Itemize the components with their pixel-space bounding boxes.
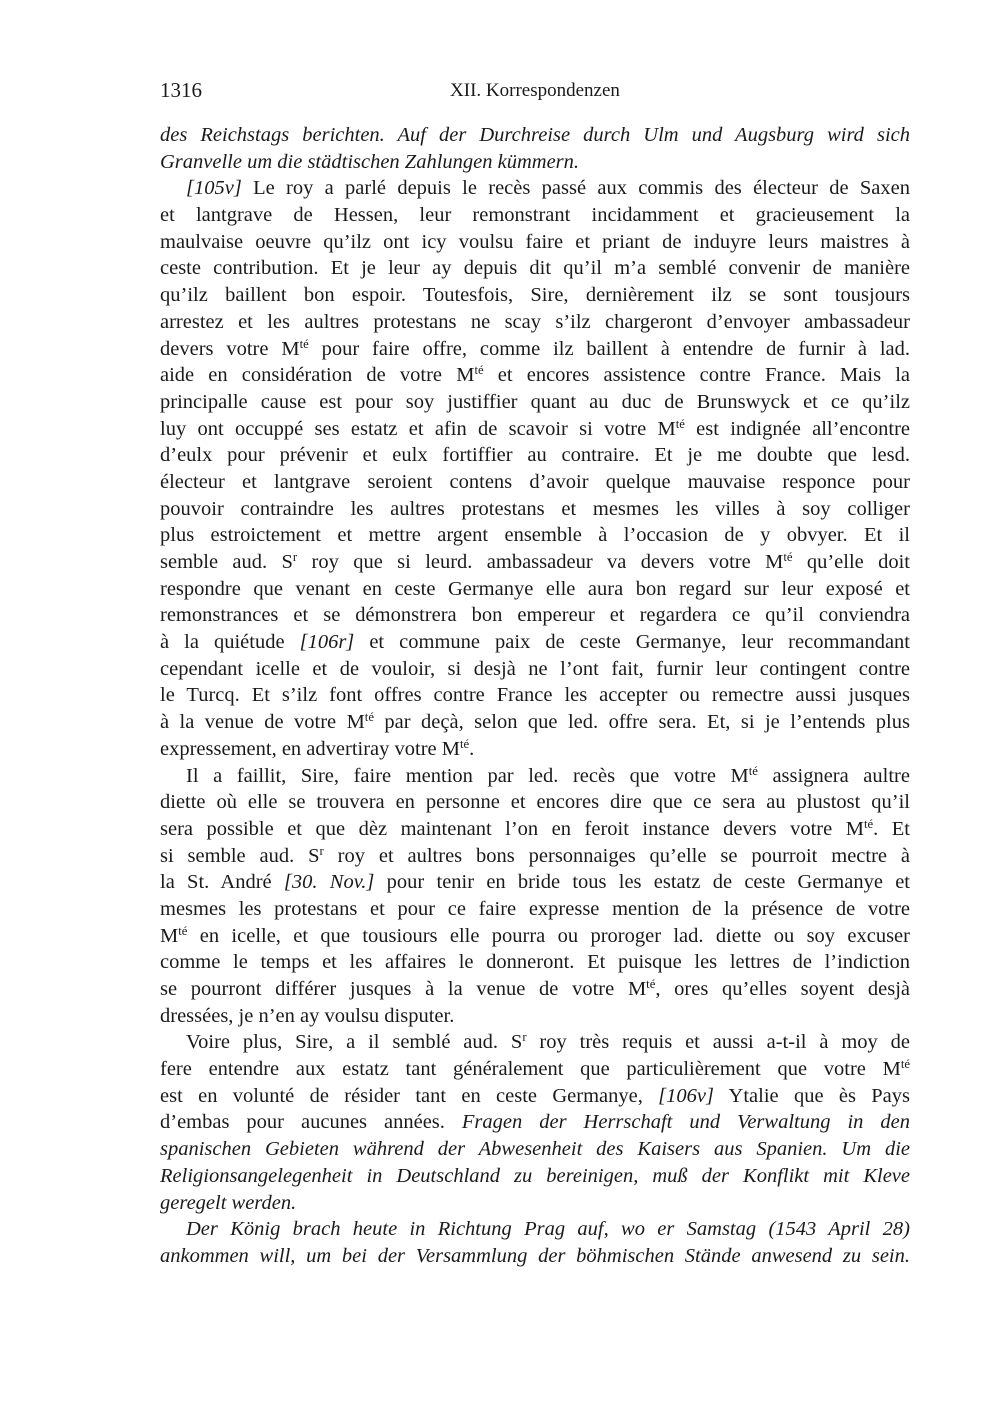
superscript-abbreviation: té	[863, 816, 874, 831]
text-span: fere entendre aux estatz tant généralement que particulièrement que votre M	[160, 1058, 901, 1081]
text-span: électeur et lantgrave seroient contens d’avoir quelque mauvaise responce pour	[160, 470, 910, 493]
italic-text: ankommen will, um bei der Versammlung der böhmischen Stände anwesend zu sein.	[160, 1244, 910, 1267]
superscript-abbreviation: r	[292, 550, 298, 565]
text-span: se pourront différer jusques à la venue de votre M	[160, 978, 647, 1000]
text-span: , ores qu’elles soyent desjà	[655, 978, 910, 1000]
text-span: si semble aud. S	[160, 844, 320, 867]
text-line	[160, 309, 910, 336]
superscript-abbreviation: té	[646, 977, 656, 992]
text-span: . Et	[873, 817, 911, 840]
italic-text: Granvelle um die städtischen Zahlungen kümmern.	[160, 150, 580, 173]
text-span: le Turcq. Et s’ilz font offres contre France les accepter ou remectre aussi jusques	[160, 684, 910, 707]
text-line	[160, 362, 910, 389]
text-line	[160, 416, 910, 443]
text-line	[160, 896, 910, 923]
text-line	[160, 816, 910, 843]
text-line	[160, 976, 910, 1003]
text-span: d’eulx pour prévenir et eulx fortiffier au contraire. Et je me doubte que lesd.	[160, 444, 910, 467]
superscript-abbreviation: té	[783, 550, 793, 565]
document-body	[160, 122, 910, 1270]
text-line	[160, 1056, 910, 1083]
text-span: principalle cause est pour soy justiffier quant au duc de Brunswyck et ce qu’ilz	[160, 390, 910, 413]
text-span: pour faire offre, comme ilz baillent à entendre de furnir à lad.	[308, 337, 910, 360]
text-line	[160, 1190, 910, 1217]
text-line	[160, 949, 910, 976]
text-span: à la quiétude	[160, 631, 300, 654]
text-span: semble aud. S	[160, 551, 293, 573]
text-span: à la venue de votre M	[160, 711, 365, 734]
text-span: maulvaise oeuvre qu’ilz ont icy voulsu faire et priant de induyre leurs maistres à	[160, 230, 910, 253]
text-line	[160, 682, 910, 709]
text-span: aide en considération de votre M	[160, 364, 475, 387]
text-span: sera possible et que dèz maintenant l’on en feroit instance devers votre M	[160, 817, 864, 840]
text-span: et commune paix de ceste Germanye, leur recommandant	[354, 631, 910, 654]
text-line	[160, 336, 910, 363]
text-line	[160, 496, 910, 523]
text-span: Le roy a parlé depuis le recès passé aux commis des électeur de Saxen	[241, 177, 910, 200]
superscript-abbreviation: té	[748, 763, 758, 778]
text-span: cependant icelle et de vouloir, si desjà ne l’ont fait, furnir leur contingent contre	[160, 657, 910, 680]
text-line	[160, 282, 910, 309]
text-line	[160, 122, 910, 149]
superscript-abbreviation: té	[675, 416, 685, 431]
text-line	[160, 1003, 910, 1030]
text-span: roy que si leurd. ambassadeur va devers votre M	[297, 551, 784, 573]
text-span: dressées, je n’en ay voulsu disputer.	[160, 1004, 455, 1027]
italic-text: geregelt werden.	[160, 1191, 297, 1214]
text-line	[160, 736, 910, 763]
text-line	[160, 522, 910, 549]
text-span: plus estroictement et mettre argent ensemble à l’occasion de y obvyer. Et il	[160, 524, 910, 547]
text-line	[160, 656, 910, 683]
superscript-abbreviation: r	[319, 843, 324, 858]
paragraph-first-line	[160, 175, 910, 202]
text-line	[160, 869, 910, 896]
text-span: ceste contribution. Et je leur ay depuis dit qu’il m’a semblé convenir de manière	[160, 257, 910, 280]
text-span: en icelle, et que tousiours elle pourra ou proroger lad. diette ou soy excuser	[187, 924, 910, 947]
page-header	[160, 78, 910, 108]
text-span: Il a faillit, Sire, faire mention par led. recès que votre M	[186, 764, 749, 787]
text-span: qu’ilz baillent bon espoir. Toutesfois, Sire, dernièrement ilz se sont tousjours	[160, 284, 910, 307]
text-span: devers votre M	[160, 337, 300, 360]
italic-text: des Reichstags berichten. Auf der Durchreise durch Ulm und Augsburg wird sich	[160, 124, 910, 146]
text-line	[160, 629, 910, 656]
paragraph-first-line	[160, 1029, 910, 1056]
text-span: .	[469, 737, 475, 760]
italic-text: Der König brach heute in Richtung Prag auf, wo er Samstag (1543 April 28)	[186, 1218, 910, 1241]
superscript-abbreviation: té	[299, 336, 309, 351]
text-span: et lantgrave de Hessen, leur remonstrant incidamment et gracieusement la	[160, 204, 910, 227]
text-line	[160, 923, 910, 950]
text-span: luy ont occuppé ses estatz et afin de scavoir si votre M	[160, 417, 676, 440]
italic-text: [106r]	[299, 631, 355, 654]
page-number: 1316	[160, 78, 202, 102]
text-span: comme le temps et les affaires le donneront. Et puisque les lettres de l’indiction	[160, 951, 910, 974]
italic-text: [106v]	[658, 1084, 714, 1107]
text-span: est indignée all’encontre	[684, 417, 910, 440]
text-span: par deçà, selon que led. offre sera. Et, si je l’entends plus	[373, 711, 910, 734]
text-line	[160, 229, 910, 256]
superscript-abbreviation: té	[474, 363, 484, 378]
text-line	[160, 549, 910, 576]
paragraph-first-line	[160, 763, 910, 790]
text-line	[160, 389, 910, 416]
italic-text: Fragen der Herrschaft und Verwaltung in den	[461, 1111, 910, 1134]
text-line	[160, 1243, 910, 1270]
running-title: XII. Korrespondenzen	[450, 80, 620, 101]
text-span: diette où elle se trouvera en personne et encores dire que ce sera au plustost qu’il	[160, 791, 910, 814]
text-span: pour tenir en bride tous les estatz de ceste Germanye et	[374, 871, 910, 894]
text-span: est en volunté de résider tant en ceste Germanye,	[160, 1084, 659, 1107]
italic-text: Religionsangelegenheit in Deutschland zu bereinigen, muß der Konflikt mit Kleve	[160, 1164, 910, 1187]
text-line	[160, 149, 910, 176]
text-span: roy très requis et aussi a-t-il à moy de	[526, 1031, 910, 1054]
superscript-abbreviation: té	[900, 1057, 910, 1072]
italic-text: [105v]	[186, 177, 242, 200]
text-span: d’embas pour aucunes années.	[160, 1111, 462, 1134]
italic-text: spanischen Gebieten während der Abwesenheit des Kaisers aus Spanien. Um die	[160, 1138, 910, 1161]
text-line	[160, 1083, 910, 1110]
text-span: assignera aultre	[757, 764, 910, 787]
text-span: Voire plus, Sire, a il semblé aud. S	[186, 1031, 523, 1054]
text-span: arrestez et les aultres protestans ne scay s’ilz chargeront d’envoyer ambassadeur	[160, 310, 910, 333]
superscript-abbreviation: té	[178, 923, 188, 938]
text-line	[160, 789, 910, 816]
superscript-abbreviation: té	[459, 736, 470, 751]
text-line	[160, 202, 910, 229]
italic-text: [30. Nov.]	[283, 871, 375, 894]
text-span: expressement, en advertiray votre M	[160, 737, 460, 760]
text-line	[160, 602, 910, 629]
text-line	[160, 709, 910, 736]
text-span: qu’elle doit	[792, 551, 911, 573]
text-span: roy et aultres bons personnaiges qu’elle se pourroit mectre à	[323, 844, 910, 867]
text-span: mesmes les protestans et pour ce faire expresse mention de la présence de votre	[160, 897, 910, 920]
text-line	[160, 469, 910, 496]
text-span: M	[160, 924, 179, 947]
text-line	[160, 442, 910, 469]
text-line	[160, 255, 910, 282]
text-span: et encores assistence contre France. Mais la	[483, 364, 911, 387]
text-span: pouvoir contraindre les aultres protestans et mesmes les villes à soy colliger	[160, 497, 910, 520]
text-span: Ytalie que ès Pays	[713, 1084, 910, 1107]
text-line	[160, 1163, 910, 1190]
text-line	[160, 843, 910, 870]
paragraph-first-line	[160, 1216, 910, 1243]
text-span: remonstrances et se démonstrera bon empereur et regardera ce qu’il conviendra	[160, 604, 910, 627]
text-span: la St. André	[160, 871, 284, 894]
text-span: respondre que venant en ceste Germanye elle aura bon regard sur leur exposé et	[160, 577, 910, 600]
superscript-abbreviation: r	[522, 1030, 527, 1045]
text-line	[160, 1136, 910, 1163]
text-line	[160, 1109, 910, 1136]
superscript-abbreviation: té	[364, 710, 374, 725]
text-line	[160, 576, 910, 603]
